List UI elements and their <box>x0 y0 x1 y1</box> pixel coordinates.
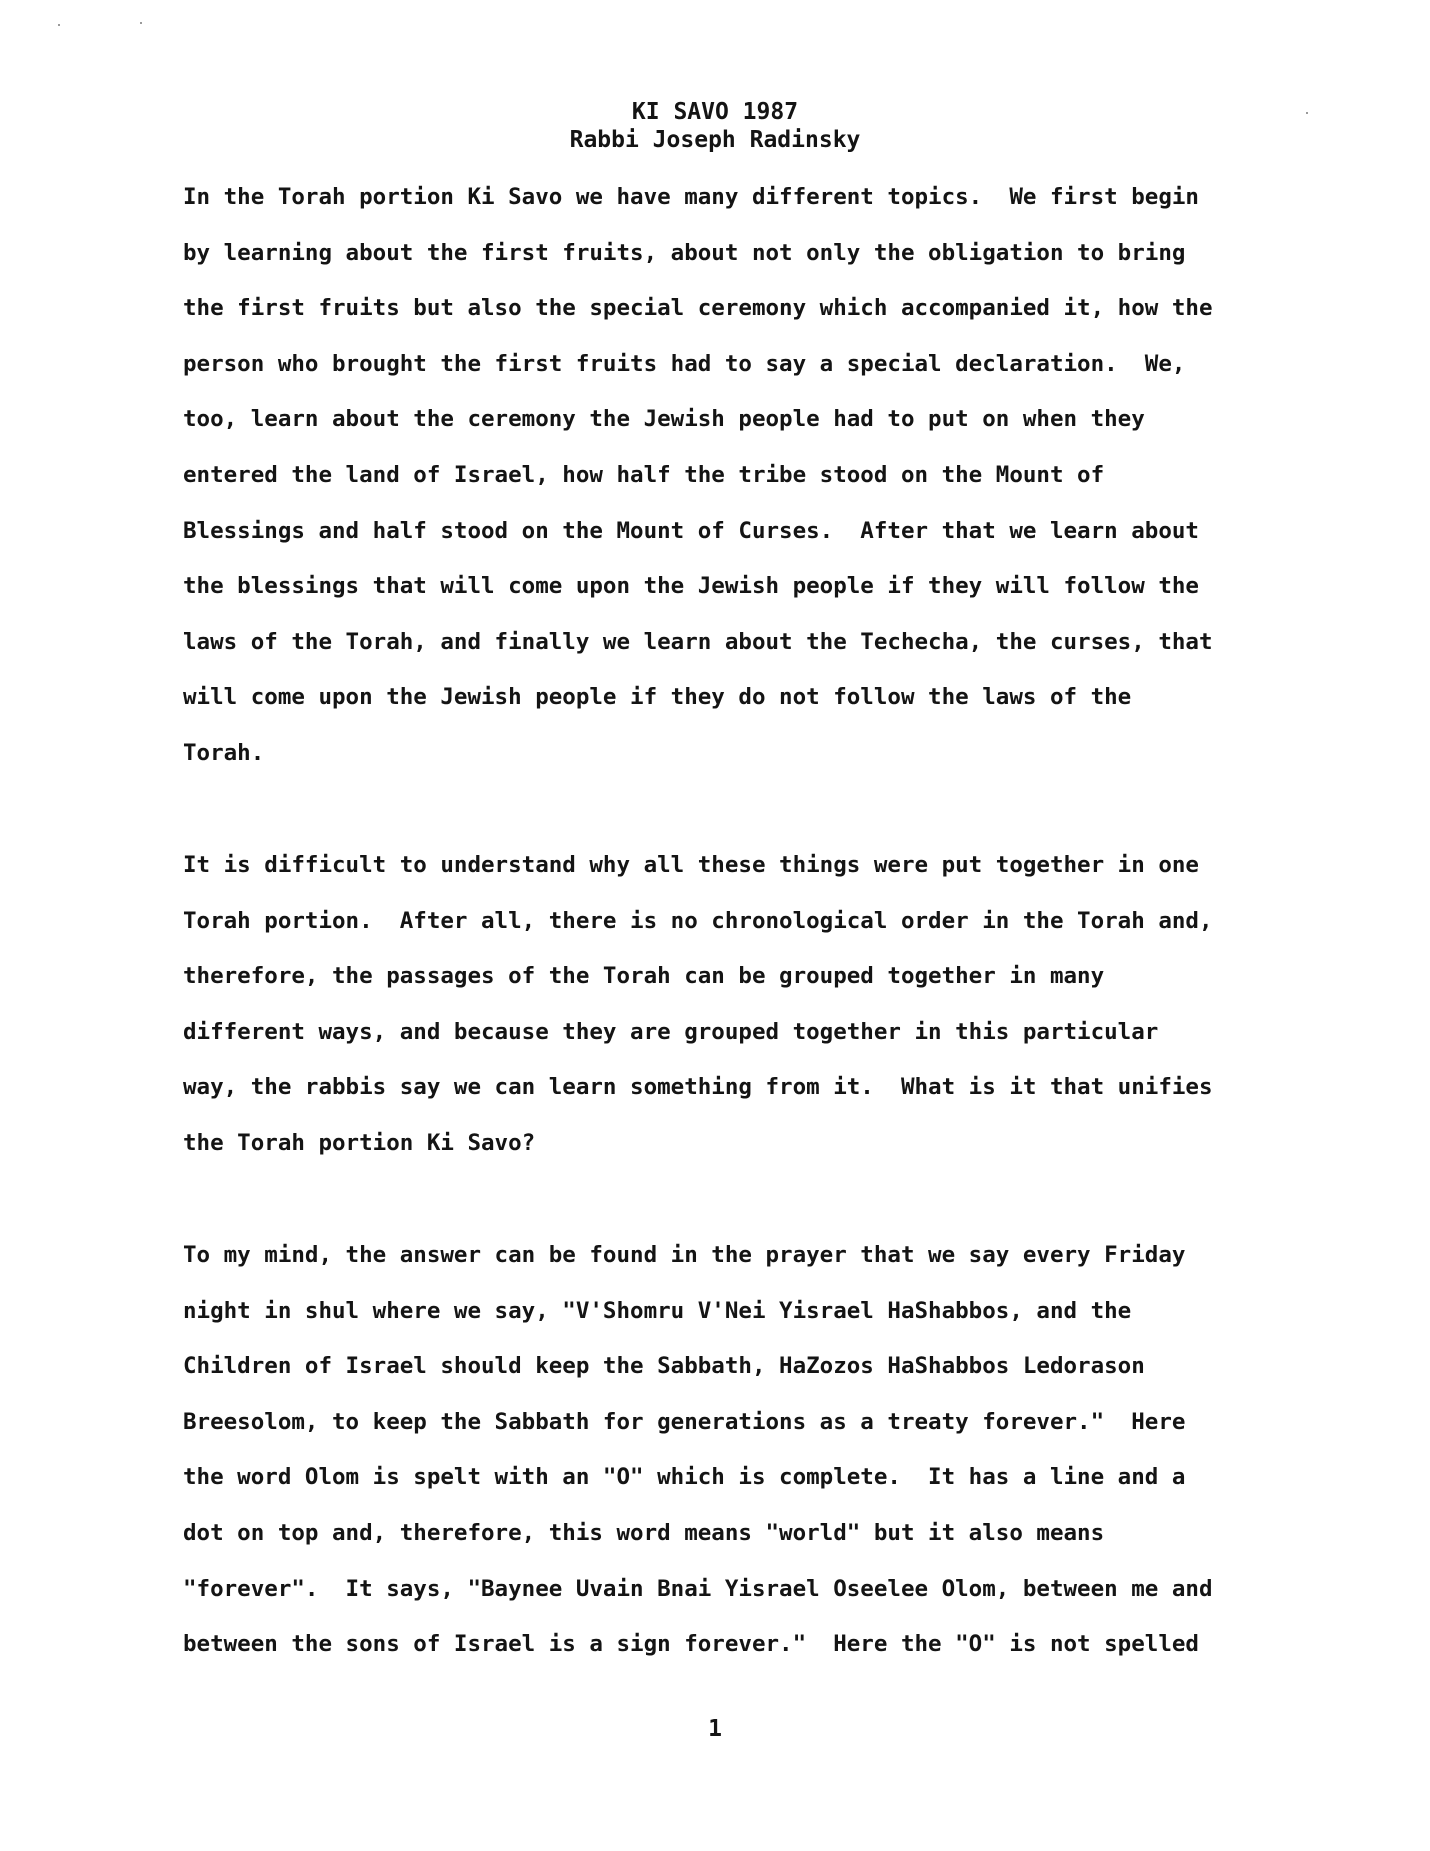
document-title: KI SAVO 1987 <box>631 99 799 125</box>
paragraph-1: In the Torah portion Ki Savo we have many different topics. We first begin by learning about the first fruits, about not only the obligation to bring the first fruits but also the special ceremony which accompanied it, how the person who brought the first fruits had to say a special declaration. We, too, learn about the ceremony the Jewish people had to put on when they entered the land of Israel, how half the tribe stood on the Mount of Blessings and half stood on the Mount of Curses. After that we learn about the blessings that will come upon the Jewish people if they will follow the laws of the Torah, and finally we learn about the Techecha, the curses, that will come upon the Jewish people if they do not follow the laws of the Torah. <box>183 184 1213 766</box>
document-author: Rabbi Joseph Radinsky <box>569 127 861 153</box>
scan-speck <box>140 22 142 24</box>
paragraph-3: To my mind, the answer can be found in the prayer that we say every Friday night in shul where we say, "V'Shomru V'Nei Yisrael HaShabbos, and the Children of Israel should keep the Sabbath, HaZozos HaShabbos Ledorason Breesolom, to keep the Sabbath for generations as a treaty forever." Here the word Olom is spelt with an "O" which is complete. It has a line and a dot on top and, therefore, this word means "world" but it also means "forever". It says, "Baynee Uvain Bnai Yisrael Oseelee Olom, between me and between the sons of Israel is a sign forever." Here the "O" is not spelled <box>183 1242 1213 1658</box>
scan-speck <box>58 24 60 26</box>
page-number: 1 <box>708 1716 722 1742</box>
paragraph-2: It is difficult to understand why all these things were put together in one Torah portion. After all, there is no chronological order in the Torah and, therefore, the passages of the Torah can be grouped together in many different ways, and because they are grouped together in this particular way, the rabbis say we can learn something from it. What is it that unifies the Torah portion Ki Savo? <box>183 852 1213 1156</box>
